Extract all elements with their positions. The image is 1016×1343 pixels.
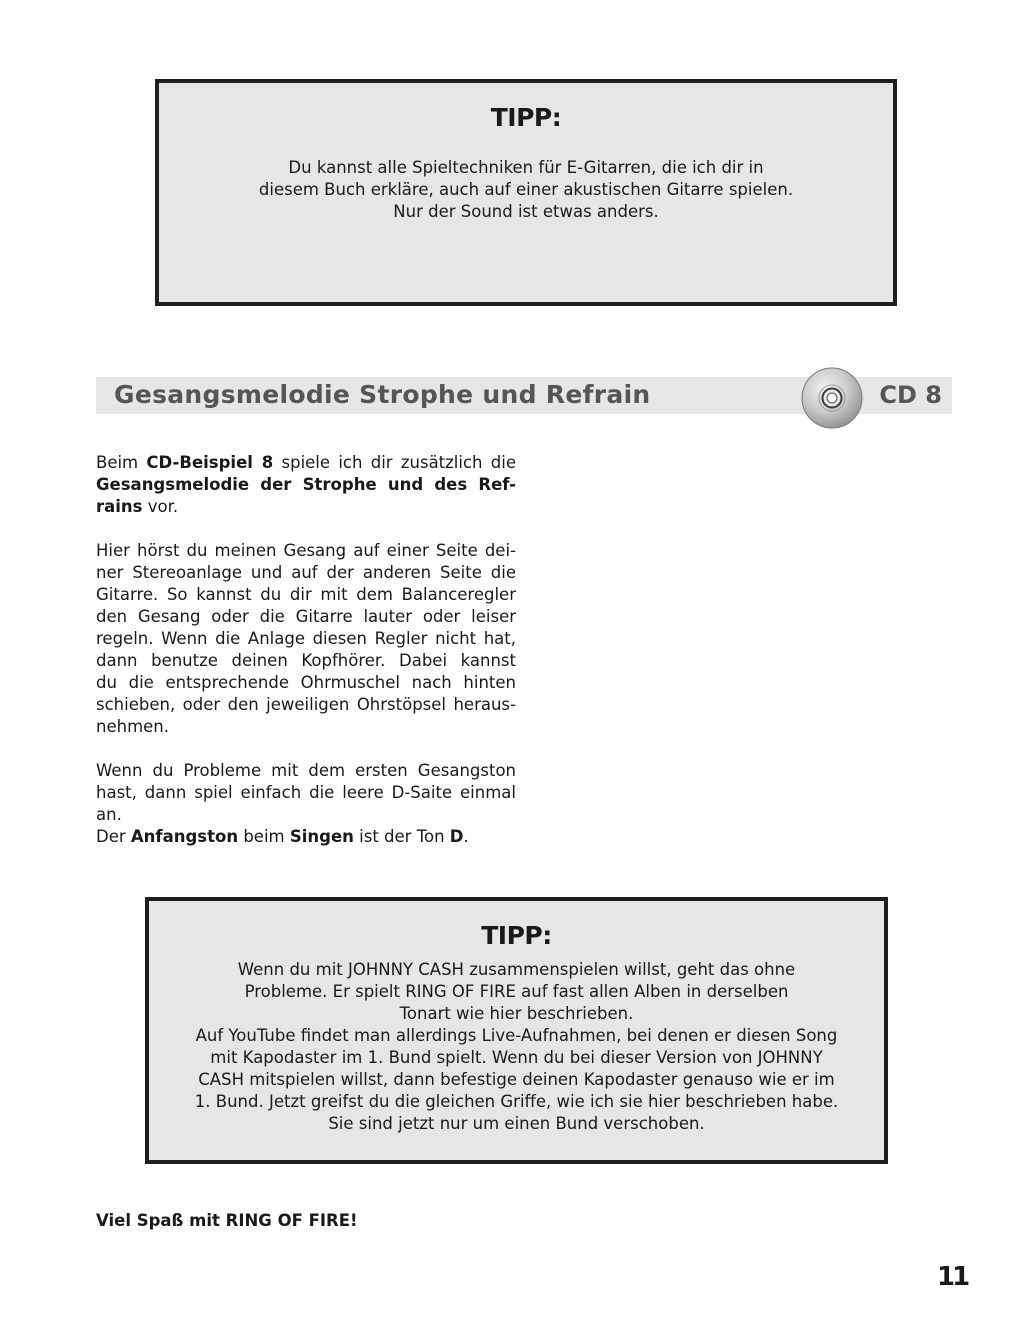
bold-text: Singen [289, 827, 354, 846]
tip-line: Nur der Sound ist etwas anders. [393, 202, 659, 221]
paragraph-stereo [96, 540, 516, 738]
text-line [96, 474, 516, 496]
tip-body [159, 157, 893, 223]
tip-box-bottom [145, 897, 888, 1164]
text-line: nehmen. [96, 717, 169, 736]
bold-text: Gesangsmelodie der Strophe und des Ref- [96, 475, 516, 494]
text-line: Gitarre. So kannst du dir mit dem Balanceregler [96, 585, 516, 604]
text-span: vor. [142, 497, 179, 516]
text-line: regeln. Wenn die Anlage diesen Regler nicht hat, [96, 629, 516, 648]
text-line: dann benutze deinen Kopfhörer. Dabei kannst [96, 651, 516, 670]
tip-body [149, 959, 884, 1135]
cd-track-label: CD 8 [879, 381, 942, 409]
section-title: Gesangsmelodie Strophe und Refrain [114, 380, 651, 409]
bold-text: CD-Beispiel 8 [146, 453, 274, 472]
tip-line: Du kannst alle Spieltechniken für E-Gitarren, die ich dir in [288, 158, 764, 177]
text-line [96, 496, 516, 518]
text-line: Wenn du Probleme mit dem ersten Gesangston [96, 761, 516, 780]
tip-line: Auf YouTube findet man allerdings Live-Aufnahmen, bei denen er diesen Song [195, 1026, 838, 1045]
tip-line: Sie sind jetzt nur um einen Bund verschoben. [328, 1114, 705, 1133]
tip-title: TIPP: [481, 921, 552, 950]
text-span: Der [96, 827, 131, 846]
tip-title: TIPP: [490, 103, 562, 132]
paragraph-intro [96, 452, 516, 518]
tip-box-top [155, 79, 897, 306]
bold-text: rains [96, 497, 143, 516]
text-line: an. [96, 805, 122, 824]
text-line: hast, dann spiel einfach die leere D-Saite einmal [96, 783, 516, 802]
text-span: Beim [96, 453, 147, 472]
cd-disc-icon [800, 366, 864, 430]
page-number: 11 [937, 1262, 968, 1292]
tip-line: Tonart wie hier beschrieben. [399, 1004, 634, 1023]
closing-line: Viel Spaß mit RING OF FIRE! [96, 1211, 358, 1230]
bold-text: Anfangston [130, 827, 239, 846]
tip-line: diesem Buch erkläre, auch auf einer akustischen Gitarre spielen. [258, 180, 794, 199]
tip-line: Wenn du mit JOHNNY CASH zusammenspielen willst, geht das ohne [237, 960, 796, 979]
text-span: beim [238, 827, 290, 846]
text-span: ist der Ton [353, 827, 450, 846]
tip-line: CASH mitspielen willst, dann befestige deinen Kapodaster genauso wie er im [198, 1070, 835, 1089]
tip-line: 1. Bund. Jetzt greifst du die gleichen Griffe, wie ich sie hier beschrieben habe. [194, 1092, 839, 1111]
text-span: . [463, 827, 469, 846]
text-line [96, 826, 516, 848]
text-line: ner Stereoanlage und auf der anderen Seite die [96, 563, 516, 582]
text-line: schieben, oder den jeweiligen Ohrstöpsel heraus- [96, 695, 516, 714]
paragraph-start-tone [96, 760, 516, 848]
tip-line: Probleme. Er spielt RING OF FIRE auf fast allen Alben in derselben [244, 982, 789, 1001]
text-span: spiele ich dir zusätzlich die [273, 453, 517, 472]
text-line: du die entsprechende Ohrmuschel nach hinten [96, 673, 516, 692]
tip-line: mit Kapodaster im 1. Bund spielt. Wenn du bei dieser Version von JOHNNY [210, 1048, 823, 1067]
text-line: Hier hörst du meinen Gesang auf einer Seite dei- [96, 541, 516, 560]
text-line [96, 452, 516, 474]
bold-text: D [449, 827, 464, 846]
text-line: den Gesang oder die Gitarre lauter oder leiser [96, 607, 516, 626]
